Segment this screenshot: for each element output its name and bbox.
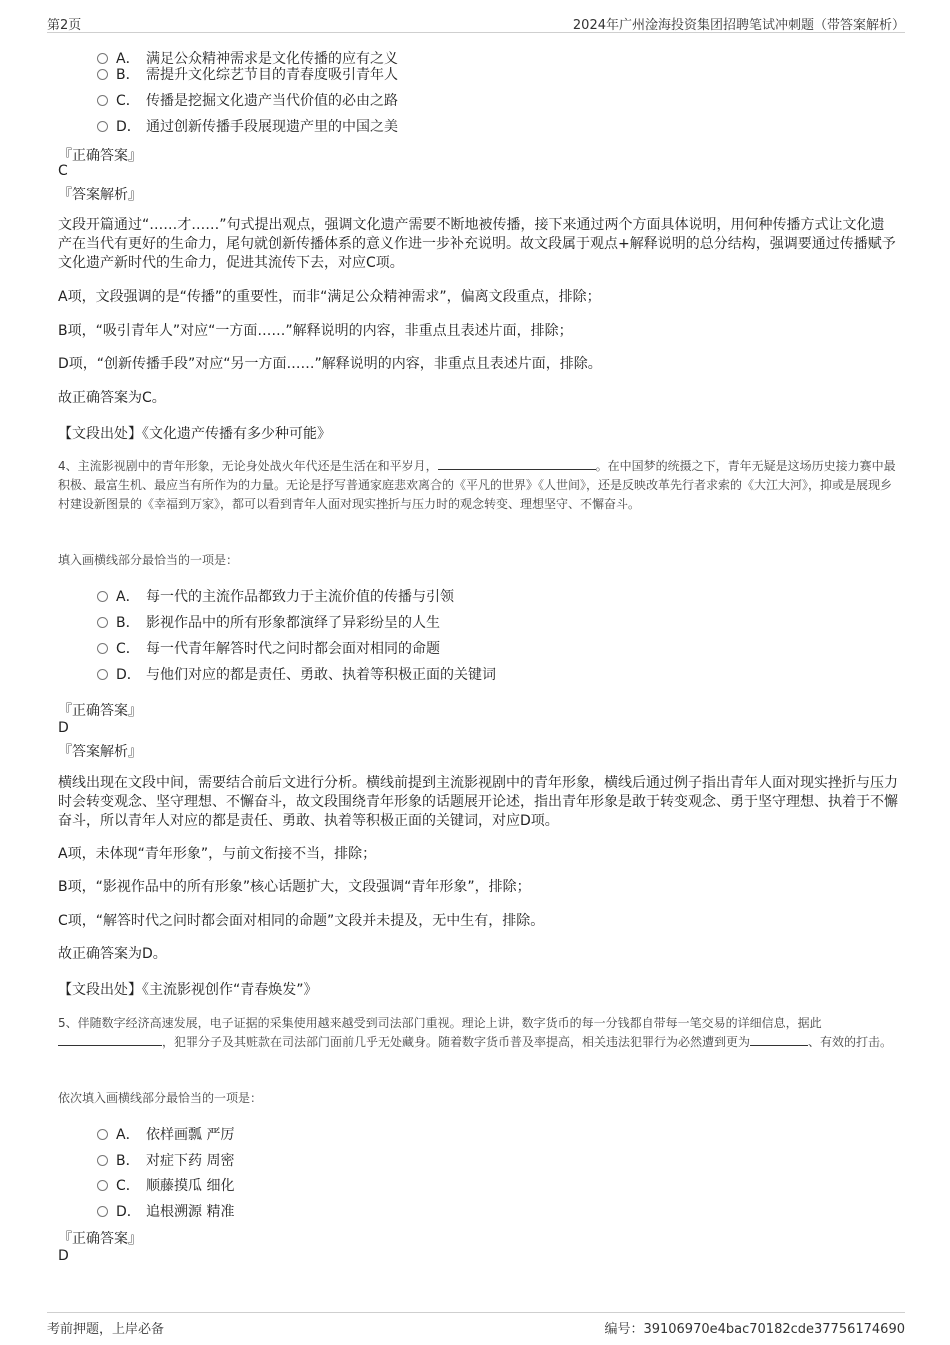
- q5-option-a[interactable]: A． 依样画瓢 严厉: [97, 1124, 234, 1144]
- footer-code: 编号：39106970e4bac70182cde37756174690: [604, 1322, 905, 1337]
- q3-option-d[interactable]: D． 通过创新传播手段展现遗产里的中国之美: [97, 116, 398, 136]
- source-title: 《文化遗产传播有多少种可能》: [142, 426, 331, 442]
- footer-slogan: 考前押题，上岸必备: [47, 1322, 165, 1337]
- q4-option-d[interactable]: D． 与他们对应的都是责任、勇敢、执着等积极正面的关键词: [97, 664, 496, 684]
- q4-option-a[interactable]: A． 每一代的主流作品都致力于主流价值的传播与引领: [97, 586, 454, 606]
- q3-answer-label: 『正确答案』: [58, 148, 142, 164]
- q3-option-a[interactable]: A． 满足公众精神需求是文化传播的应有之义: [97, 48, 398, 68]
- q3-analysis-d: D项，“创新传播手段”对应“另一方面……”解释说明的内容，非重点且表述片面，排除。: [58, 356, 602, 372]
- q5-prompt: 依次填入画横线部分最恰当的一项是：: [58, 1091, 263, 1105]
- fill-blank-1: [58, 1033, 162, 1046]
- radio-icon[interactable]: [97, 53, 108, 64]
- q3-answer: C: [58, 163, 68, 179]
- q5-stem: 5、伴随数字经济高速发展，电子证据的采集使用越来越受到司法部门重视。理论上讲，数字货币的每一分钱都自带每一笔交易的详细信息，据此，犯罪分子及其赃款在司法部门面前几乎无处藏身。随着数字货币普及率提高，相关违法犯罪行为必然遭到更为 、有效的打击。: [58, 1016, 893, 1049]
- q4-conclusion: 故正确答案为D。: [58, 946, 167, 962]
- radio-icon[interactable]: [97, 1206, 108, 1217]
- q5-option-d[interactable]: D． 追根溯源 精准: [97, 1201, 234, 1221]
- q4-analysis-b: B项，“影视作品中的所有形象”核心话题扩大，文段强调“青年形象”，排除；: [58, 879, 531, 895]
- page-header: [47, 10, 905, 33]
- source-label: 【文段出处】: [58, 982, 142, 998]
- q4-analysis-a: A项，未体现“青年形象”，与前文衔接不当，排除；: [58, 846, 377, 862]
- document-id: 39106970e4bac70182cde37756174690: [643, 1322, 905, 1337]
- fill-blank-2: [750, 1033, 808, 1046]
- source-title: 《主流影视创作“青春焕发”》: [142, 982, 318, 998]
- q4-analysis-label: 『答案解析』: [58, 744, 142, 760]
- q4-stem: 4、主流影视剧中的青年形象，无论身处战火年代还是生活在和平岁月， 。在中国梦的统摄之下，青年无疑是这场历史接力赛中最积极、最富生机、最应当有所作为的力量。无论是抒写普通家庭悲欢离合的《平凡的世界》《人世间》，还是反映改革先行者求索的《大江大河》，抑或是展现乡村建设新图景的《幸福到万家》，都可以看到青年人面对现实挫折与压力时的观念转变、理想坚守、不懈奋斗。: [58, 459, 896, 511]
- q4-analysis-main: 横线出现在文段中间，需要结合前后文进行分析。横线前提到主流影视剧中的青年形象，横线后通过例子指出青年人面对现实挫折与压力时会转变观念、坚守理想、不懈奋斗，故文段围绕青年形象的话题展开论述，指出青年形象是敢于转变观念、勇于坚守理想、执着于不懈奋斗，所以青年人对应的都是责任、勇敢、执着等积极正面的关键词，对应D项。: [58, 775, 898, 829]
- q4-analysis-c: C项，“解答时代之问时都会面对相同的命题”文段并未提及，无中生有，排除。: [58, 913, 545, 929]
- radio-icon[interactable]: [97, 95, 108, 106]
- fill-blank: [438, 457, 596, 470]
- q3-analysis-main: 文段开篇通过“……才……”句式提出观点，强调文化遗产需要不断地被传播，接下来通过两个方面具体说明，用何种传播方式让文化遗产在当代有更好的生命力，尾句就创新传播体系的意义作进一步补充说明。故文段属于观点+解释说明的总分结构，强调要通过传播赋予文化遗产新时代的生命力，促进其流传下去，对应C项。: [58, 217, 896, 271]
- q3-option-b[interactable]: B． 需提升文化综艺节目的青春度吸引青年人: [97, 64, 398, 84]
- page-number: 第2页: [47, 18, 82, 33]
- q3-conclusion: 故正确答案为C。: [58, 390, 166, 406]
- q5-option-c[interactable]: C． 顺藤摸瓜 细化: [97, 1175, 234, 1195]
- q3-analysis-label: 『答案解析』: [58, 187, 142, 203]
- radio-icon[interactable]: [97, 121, 108, 132]
- radio-icon[interactable]: [97, 591, 108, 602]
- source-label: 【文段出处】: [58, 426, 142, 442]
- radio-icon[interactable]: [97, 643, 108, 654]
- q3-analysis-a: A项，文段强调的是“传播”的重要性，而非“满足公众精神需求”，偏离文段重点，排除；: [58, 289, 601, 305]
- radio-icon[interactable]: [97, 617, 108, 628]
- q4-option-c[interactable]: C． 每一代青年解答时代之问时都会面对相同的命题: [97, 638, 440, 658]
- q4-option-b[interactable]: B． 影视作品中的所有形象都演绎了异彩纷呈的人生: [97, 612, 440, 632]
- document-title: 2024年广州淦海投资集团招聘笔试冲刺题（带答案解析）: [572, 18, 905, 33]
- q3-source: [58, 423, 331, 443]
- q3-option-c[interactable]: C． 传播是挖掘文化遗产当代价值的必由之路: [97, 90, 398, 110]
- q5-answer: D: [58, 1248, 69, 1264]
- radio-icon[interactable]: [97, 669, 108, 680]
- radio-icon[interactable]: [97, 1180, 108, 1191]
- radio-icon[interactable]: [97, 1155, 108, 1166]
- q4-prompt: 填入画横线部分最恰当的一项是：: [58, 553, 239, 567]
- radio-icon[interactable]: [97, 69, 108, 80]
- q4-answer: D: [58, 720, 69, 736]
- radio-icon[interactable]: [97, 1129, 108, 1140]
- q3-analysis-b: B项，“吸引青年人”对应“一方面……”解释说明的内容，非重点且表述片面，排除；: [58, 323, 573, 339]
- q5-answer-label: 『正确答案』: [58, 1231, 142, 1247]
- q4-source: [58, 979, 318, 999]
- q5-option-b[interactable]: B． 对症下药 周密: [97, 1150, 234, 1170]
- page-footer: [47, 1312, 905, 1339]
- q4-answer-label: 『正确答案』: [58, 703, 142, 719]
